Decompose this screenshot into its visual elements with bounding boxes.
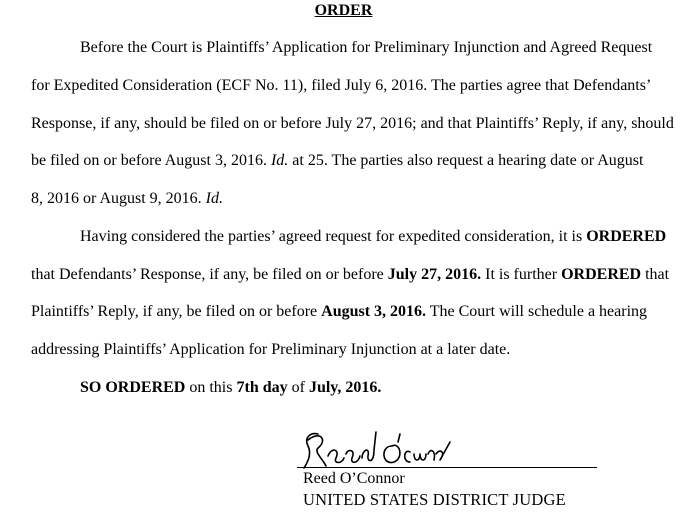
- order-heading: ORDER: [314, 2, 373, 19]
- signature-line: [297, 467, 597, 468]
- paragraph-2-line-3: [31, 302, 655, 322]
- paragraph-2-line-4: addressing Plaintiffs’ Application for Preliminary Injunction at a later date.: [31, 341, 511, 358]
- ordered-emphasis: ORDERED: [561, 266, 642, 283]
- text-span: on this: [185, 379, 237, 396]
- text-span: that Defendants’ Response, if any, be filed on or before: [31, 266, 388, 283]
- text-span: Plaintiffs’ Reply, if any, be filed on or before: [31, 303, 322, 320]
- paragraph-1-line-2: for Expedited Consideration (ECF No. 11), filed July 6, 2016. The parties agree that Defendants’: [31, 77, 652, 94]
- so-ordered-line: [80, 378, 655, 398]
- month-year-emphasis: July, 2016.: [308, 379, 382, 396]
- text-span: Having considered the parties’ agreed request for expedited consideration, it is: [80, 228, 587, 245]
- paragraph-1-line-3: Response, if any, should be filed on or before July 27, 2016; and that Plaintiffs’ Reply, if any, should: [31, 115, 674, 132]
- date-emphasis: August 3, 2016.: [321, 303, 427, 320]
- text-span: be filed on or before August 3, 2016.: [31, 152, 271, 169]
- text-span: It is further: [481, 266, 562, 283]
- ordered-emphasis: ORDERED: [586, 228, 667, 245]
- id-citation: Id.: [205, 190, 223, 207]
- so-ordered-emphasis: SO ORDERED: [80, 379, 186, 396]
- text-span: of: [287, 379, 309, 396]
- paragraph-1-line-5: [31, 189, 655, 209]
- judge-title: UNITED STATES DISTRICT JUDGE: [303, 490, 566, 509]
- judge-name: Reed O’Connor: [303, 470, 405, 487]
- paragraph-1-line-1: Before the Court is Plaintiffs’ Application for Preliminary Injunction and Agreed Request: [80, 39, 653, 56]
- text-span: 8, 2016 or August 9, 2016.: [31, 190, 206, 207]
- date-emphasis: July 27, 2016.: [387, 266, 482, 283]
- id-citation: Id.: [270, 152, 289, 169]
- paragraph-2-line-2: [31, 265, 670, 285]
- text-span: at 25. The parties also request a hearing date or August: [288, 152, 644, 169]
- text-span: The Court will schedule a hearing: [426, 303, 648, 320]
- text-span: that: [641, 266, 670, 283]
- paragraph-1-line-4: [31, 151, 655, 171]
- paragraph-2-line-1: [80, 227, 667, 247]
- day-emphasis: 7th day: [236, 379, 288, 396]
